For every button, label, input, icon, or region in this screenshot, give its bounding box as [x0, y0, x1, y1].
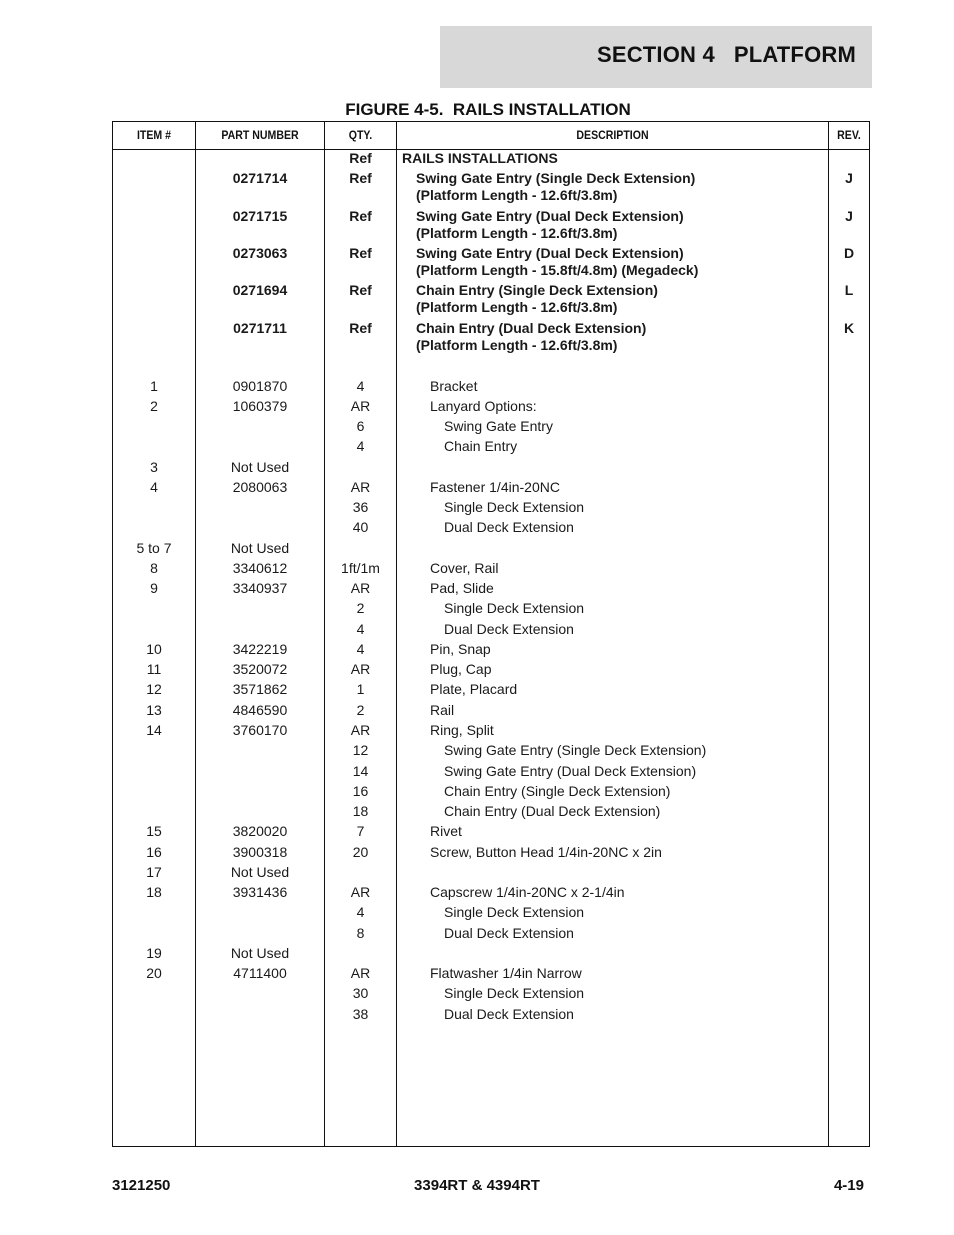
description [402, 844, 855, 861]
item-number: 12 [146, 681, 162, 697]
part-number: 2080063 [232, 479, 288, 495]
quantity: 1 [356, 681, 365, 697]
description-line: Swing Gate Entry (Single Deck Extension) [444, 742, 707, 758]
description [402, 803, 869, 820]
description [402, 823, 855, 840]
description [402, 398, 855, 415]
quantity: Ref [349, 320, 372, 336]
header-item: ITEM # [136, 128, 172, 142]
quantity: 36 [352, 499, 369, 515]
description-line: Rail [430, 702, 455, 718]
description-line: Dual Deck Extension [444, 519, 574, 535]
quantity: Ref [349, 245, 372, 261]
quantity: 2 [356, 600, 365, 616]
description-line: Pad, Slide [430, 580, 494, 596]
description-line: Dual Deck Extension [444, 925, 574, 941]
item-number: 3 [150, 459, 158, 475]
description [402, 742, 869, 759]
description [402, 170, 841, 204]
part-number: 1060379 [232, 398, 288, 414]
description [402, 965, 855, 982]
quantity: 8 [356, 925, 365, 941]
description-line: Rivet [430, 823, 462, 839]
revision: J [845, 170, 853, 186]
column-divider [396, 122, 397, 1146]
item-number: 4 [150, 479, 158, 495]
description-line: Plate, Placard [430, 681, 518, 697]
part-number: 3422219 [232, 641, 288, 657]
quantity: 40 [352, 519, 369, 535]
description-line: Single Deck Extension [444, 904, 585, 920]
description [402, 580, 855, 597]
description-line: Capscrew 1/4in-20NC x 2-1/4in [430, 884, 625, 900]
quantity: Ref [349, 150, 372, 166]
part-number: 3931436 [232, 884, 288, 900]
quantity: AR [350, 965, 371, 981]
description-line: Flatwasher 1/4in Narrow [430, 965, 582, 981]
description [402, 320, 841, 354]
description [402, 150, 827, 167]
description-line: (Platform Length - 12.6ft/3.8m) [416, 299, 618, 315]
quantity: 1ft/1m [341, 560, 380, 576]
section-title: SECTION 4 PLATFORM [596, 42, 856, 67]
footer-page-number: 4-19 [833, 1177, 864, 1194]
description-line: (Platform Length - 12.6ft/3.8m) [416, 187, 618, 203]
item-number: 19 [146, 945, 162, 961]
description-line: Plug, Cap [430, 661, 492, 677]
description-line: Pin, Snap [430, 641, 491, 657]
description [402, 479, 855, 496]
quantity: 18 [352, 803, 369, 819]
description-line: Swing Gate Entry (Dual Deck Extension) [416, 208, 684, 224]
part-number: 3571862 [232, 681, 288, 697]
description [402, 208, 841, 242]
description [402, 925, 869, 942]
description [402, 438, 869, 455]
revision: L [844, 282, 854, 298]
description-line: RAILS INSTALLATIONS [402, 150, 558, 166]
item-number: 15 [146, 823, 162, 839]
item-number: 14 [146, 722, 162, 738]
description [402, 1006, 869, 1023]
description-line: Swing Gate Entry (Dual Deck Extension) [444, 763, 697, 779]
description [402, 519, 869, 536]
part-number: 3900318 [232, 844, 288, 860]
figure-title: FIGURE 4-5. RAILS INSTALLATION [345, 100, 631, 119]
item-number: 5 to 7 [136, 540, 172, 556]
part-number: 3340612 [232, 560, 288, 576]
description [402, 641, 855, 658]
description-line: Fastener 1/4in-20NC [430, 479, 560, 495]
description-line: Chain Entry (Single Deck Extension) [444, 783, 671, 799]
description [402, 560, 855, 577]
part-number: 3520072 [232, 661, 288, 677]
description-line: Swing Gate Entry [444, 418, 553, 434]
item-number: 18 [146, 884, 162, 900]
part-number: 3760170 [232, 722, 288, 738]
part-number: 0271714 [232, 170, 288, 186]
description-line: (Platform Length - 12.6ft/3.8m) [416, 225, 618, 241]
description [402, 661, 855, 678]
description-line: Ring, Split [430, 722, 494, 738]
footer-model: 3394RT & 4394RT [414, 1177, 540, 1194]
item-number: 16 [146, 844, 162, 860]
description-line: Bracket [430, 378, 478, 394]
quantity: 30 [352, 985, 369, 1001]
description-line: Chain Entry (Dual Deck Extension) [444, 803, 661, 819]
part-number: Not Used [230, 945, 290, 961]
description [402, 282, 841, 316]
quantity: Ref [349, 170, 372, 186]
part-number: 0271694 [232, 282, 288, 298]
quantity: AR [350, 398, 371, 414]
description [402, 702, 855, 719]
description [402, 783, 869, 800]
description-line: Dual Deck Extension [444, 1006, 574, 1022]
description-line: Lanyard Options: [430, 398, 537, 414]
description-line: Single Deck Extension [444, 499, 585, 515]
part-number: 4846590 [232, 702, 288, 718]
description-line: Swing Gate Entry (Single Deck Extension) [416, 170, 696, 186]
part-number: Not Used [230, 459, 290, 475]
description [402, 621, 869, 638]
description [402, 884, 855, 901]
description [402, 378, 855, 395]
part-number: 0273063 [232, 245, 288, 261]
quantity: AR [350, 661, 371, 677]
item-number: 1 [150, 378, 158, 394]
item-number: 17 [146, 864, 162, 880]
description [402, 763, 869, 780]
description-line: Chain Entry (Single Deck Extension) [416, 282, 658, 298]
footer-doc-number: 3121250 [112, 1177, 171, 1194]
quantity: 4 [356, 641, 365, 657]
quantity: 7 [356, 823, 365, 839]
quantity: 6 [356, 418, 365, 434]
item-number: 13 [146, 702, 162, 718]
item-number: 9 [150, 580, 158, 596]
description-line: Screw, Button Head 1/4in-20NC x 2in [430, 844, 662, 860]
part-number: Not Used [230, 540, 290, 556]
part-number: 0271715 [232, 208, 288, 224]
description-line: Chain Entry (Dual Deck Extension) [416, 320, 647, 336]
quantity: 16 [352, 783, 369, 799]
part-number: Not Used [230, 864, 290, 880]
revision: D [843, 245, 855, 261]
description [402, 245, 841, 279]
description [402, 904, 869, 921]
description-line: (Platform Length - 12.6ft/3.8m) [416, 337, 618, 353]
description-line: Single Deck Extension [444, 985, 585, 1001]
quantity: AR [350, 722, 371, 738]
description-line: Chain Entry [444, 438, 518, 454]
header-rev: REV. [837, 128, 861, 142]
description [402, 985, 869, 1002]
quantity: 4 [356, 378, 365, 394]
header-description: DESCRIPTION [576, 128, 649, 142]
description-line: (Platform Length - 15.8ft/4.8m) (Megadeck) [416, 262, 699, 278]
item-number: 10 [146, 641, 162, 657]
item-number: 8 [150, 560, 158, 576]
quantity: Ref [349, 282, 372, 298]
quantity: AR [350, 580, 371, 596]
column-divider [195, 122, 196, 1146]
description [402, 722, 855, 739]
section-banner [440, 26, 872, 88]
part-number: 3820020 [232, 823, 288, 839]
description [402, 499, 869, 516]
part-number: 0901870 [232, 378, 288, 394]
part-number: 0271711 [233, 320, 287, 336]
item-number: 2 [150, 398, 158, 414]
description-line: Single Deck Extension [444, 600, 585, 616]
quantity: AR [350, 479, 371, 495]
part-number: 4711400 [233, 965, 287, 981]
quantity: 12 [352, 742, 369, 758]
description [402, 681, 855, 698]
description-line: Dual Deck Extension [444, 621, 574, 637]
revision: J [845, 208, 853, 224]
parts-table [112, 121, 870, 1147]
description [402, 418, 869, 435]
quantity: 2 [356, 702, 365, 718]
quantity: 4 [356, 438, 365, 454]
header-qty: QTY. [348, 128, 373, 142]
revision: K [843, 320, 855, 336]
description-line: Swing Gate Entry (Dual Deck Extension) [416, 245, 684, 261]
quantity: Ref [349, 208, 372, 224]
quantity: 14 [352, 763, 369, 779]
description-line: Cover, Rail [430, 560, 499, 576]
quantity: 20 [352, 844, 369, 860]
quantity: 38 [352, 1006, 369, 1022]
quantity: 4 [356, 904, 365, 920]
header-part-number: PART NUMBER [221, 128, 299, 142]
quantity: 4 [356, 621, 365, 637]
item-number: 11 [146, 661, 162, 677]
quantity: AR [350, 884, 371, 900]
part-number: 3340937 [232, 580, 288, 596]
description [402, 600, 869, 617]
item-number: 20 [146, 965, 162, 981]
